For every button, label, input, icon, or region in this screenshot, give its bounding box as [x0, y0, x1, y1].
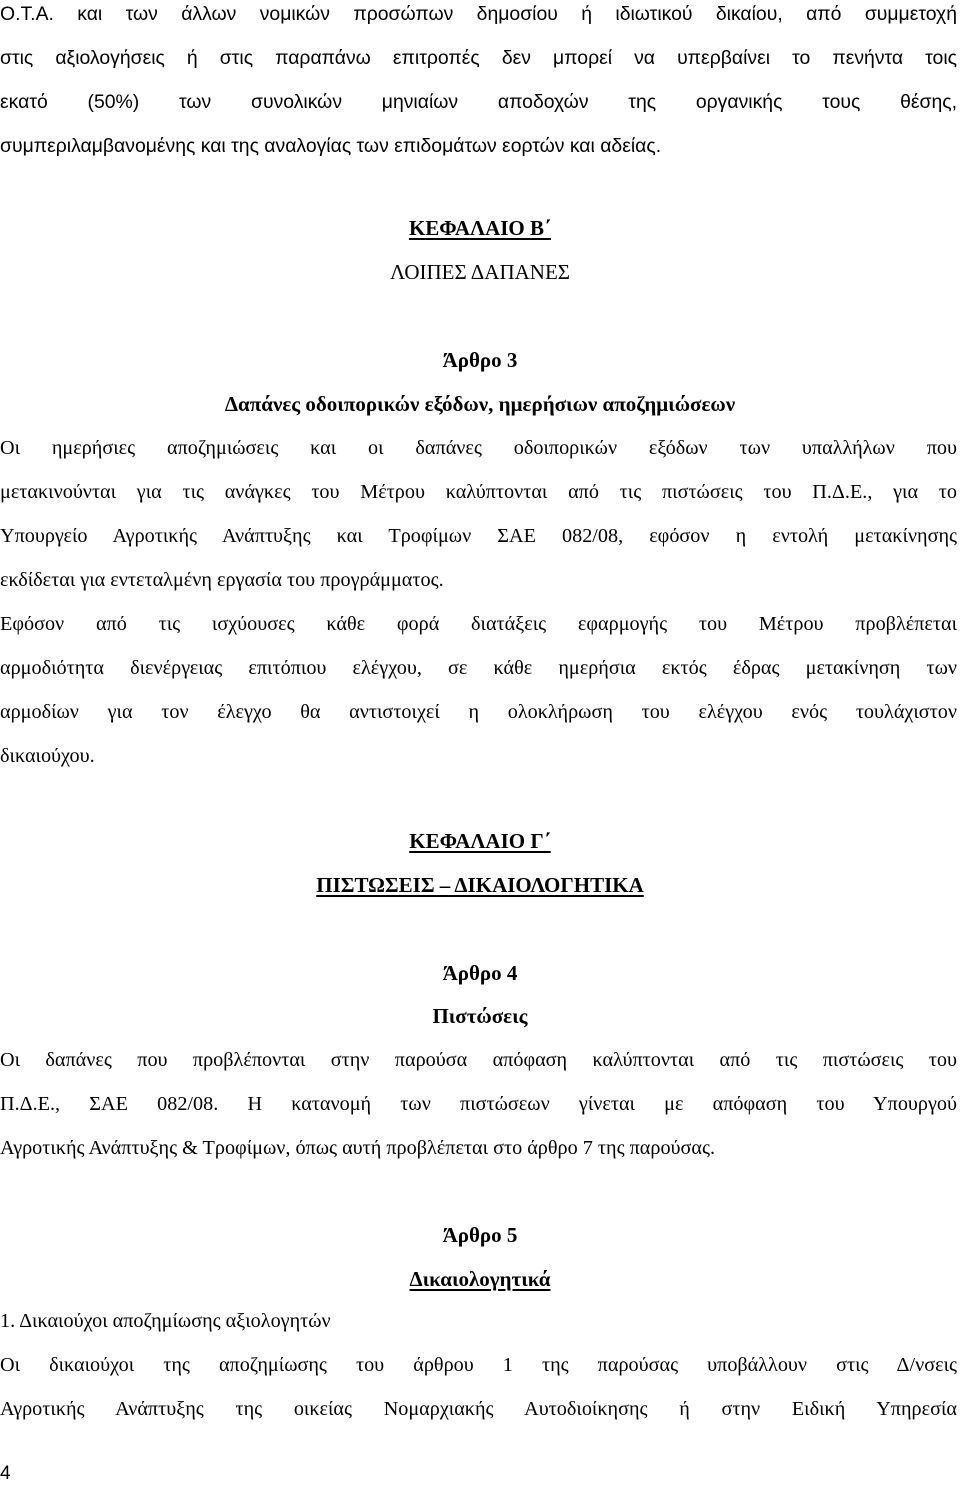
intro-line: στις αξιολογήσεις ή στις παραπάνω επιτροπές δεν μπορεί να υπερβαίνει το πενήντα τοις — [0, 47, 957, 69]
article-4-title: Πιστώσεις — [432, 1004, 528, 1028]
paragraph-line: Εφόσον από τις ισχύουσες κάθε φορά διατάξεις εφαρμογής του Μέτρου προβλέπεται — [0, 613, 957, 635]
intro-line: εκατό (50%) των συνολικών μηνιαίων αποδοχών της οργανικής τους θέσης, — [0, 91, 957, 113]
paragraph-line: Π.Δ.Ε., ΣΑΕ 082/08. Η κατανομή των πιστώσεων γίνεται με απόφαση του Υπουργού — [0, 1093, 957, 1115]
chapter-b-subtitle: ΛΟΙΠΕΣ ΔΑΠΑΝΕΣ — [389, 260, 571, 284]
article-5-title: Δικαιολογητικά — [409, 1267, 551, 1291]
item-label: 1. Δικαιούχοι αποζημίωσης αξιολογητών — [0, 1310, 331, 1332]
article-3-paragraph-2 — [0, 602, 957, 778]
article-5-paragraph-1 — [0, 1343, 957, 1431]
paragraph-line: Υπουργείο Αγροτικής Ανάπτυξης και Τροφίμων ΣΑΕ 082/08, εφόσον η εντολή μετακίνησης — [0, 525, 957, 547]
paragraph-line: δικαιούχου. — [0, 745, 95, 767]
chapter-c-title: ΚΕΦΑΛΑΙΟ Γ΄ — [409, 829, 551, 853]
paragraph-line: αρμοδιότητα διενέργειας επιτόπιου ελέγχου, σε κάθε ημερήσια εκτός έδρας μετακίνηση των — [0, 657, 957, 679]
article-5-number: Άρθρο 5 — [442, 1223, 518, 1247]
paragraph-line: εκδίδεται για εντεταλμένη εργασία του προγράμματος. — [0, 569, 444, 591]
paragraph-line: Οι δικαιούχοι της αποζημίωσης του άρθρου 1 της παρούσας υποβάλλουν στις Δ/νσεις — [0, 1354, 957, 1376]
paragraph-line: αρμοδίων για τον έλεγχο θα αντιστοιχεί η ολοκλήρωση του ελέγχου ενός τουλάχιστον — [0, 701, 957, 723]
chapter-c-subtitle: ΠΙΣΤΩΣΕΙΣ – ΔΙΚΑΙΟΛΟΓΗΤΙΚΑ — [316, 873, 644, 897]
paragraph-line: Οι δαπάνες που προβλέπονται στην παρούσα απόφαση καλύπτονται από τις πιστώσεις του — [0, 1049, 957, 1071]
paragraph-line: μετακινούνται για τις ανάγκες του Μέτρου καλύπτονται από τις πιστώσεις του Π.Δ.Ε., για το — [0, 481, 957, 503]
article-4-paragraph-1 — [0, 1038, 957, 1170]
article-3-number: Άρθρο 3 — [442, 348, 518, 372]
article-3-title: Δαπάνες οδοιπορικών εξόδων, ημερήσιων αποζημιώσεων — [224, 392, 736, 416]
paragraph-line: Αγροτικής Ανάπτυξης & Τροφίμων, όπως αυτή προβλέπεται στο άρθρο 7 της παρούσας. — [0, 1137, 716, 1159]
article-3-paragraph-1 — [0, 426, 957, 602]
intro-line: συμπεριλαμβανομένης και της αναλογίας των επιδομάτων εορτών και αδείας. — [0, 135, 662, 157]
page-number: 4 — [0, 1463, 11, 1484]
paragraph-line: Οι ημερήσιες αποζημιώσεις και οι δαπάνες οδοιπορικών εξόδων των υπαλλήλων που — [0, 437, 957, 459]
article-4-number: Άρθρο 4 — [442, 961, 518, 985]
article-5-item-1-label — [0, 1306, 331, 1336]
intro-paragraph — [0, 0, 957, 168]
intro-line: Ο.Τ.Α. και των άλλων νομικών προσώπων δημοσίου ή ιδιωτικού δικαίου, από συμμετοχή — [0, 3, 957, 25]
paragraph-line: Αγροτικής Ανάπτυξης της οικείας Νομαρχιακής Αυτοδιοίκησης ή στην Ειδική Υπηρεσία — [0, 1398, 957, 1420]
chapter-b-title: ΚΕΦΑΛΑΙΟ Β΄ — [408, 216, 552, 240]
